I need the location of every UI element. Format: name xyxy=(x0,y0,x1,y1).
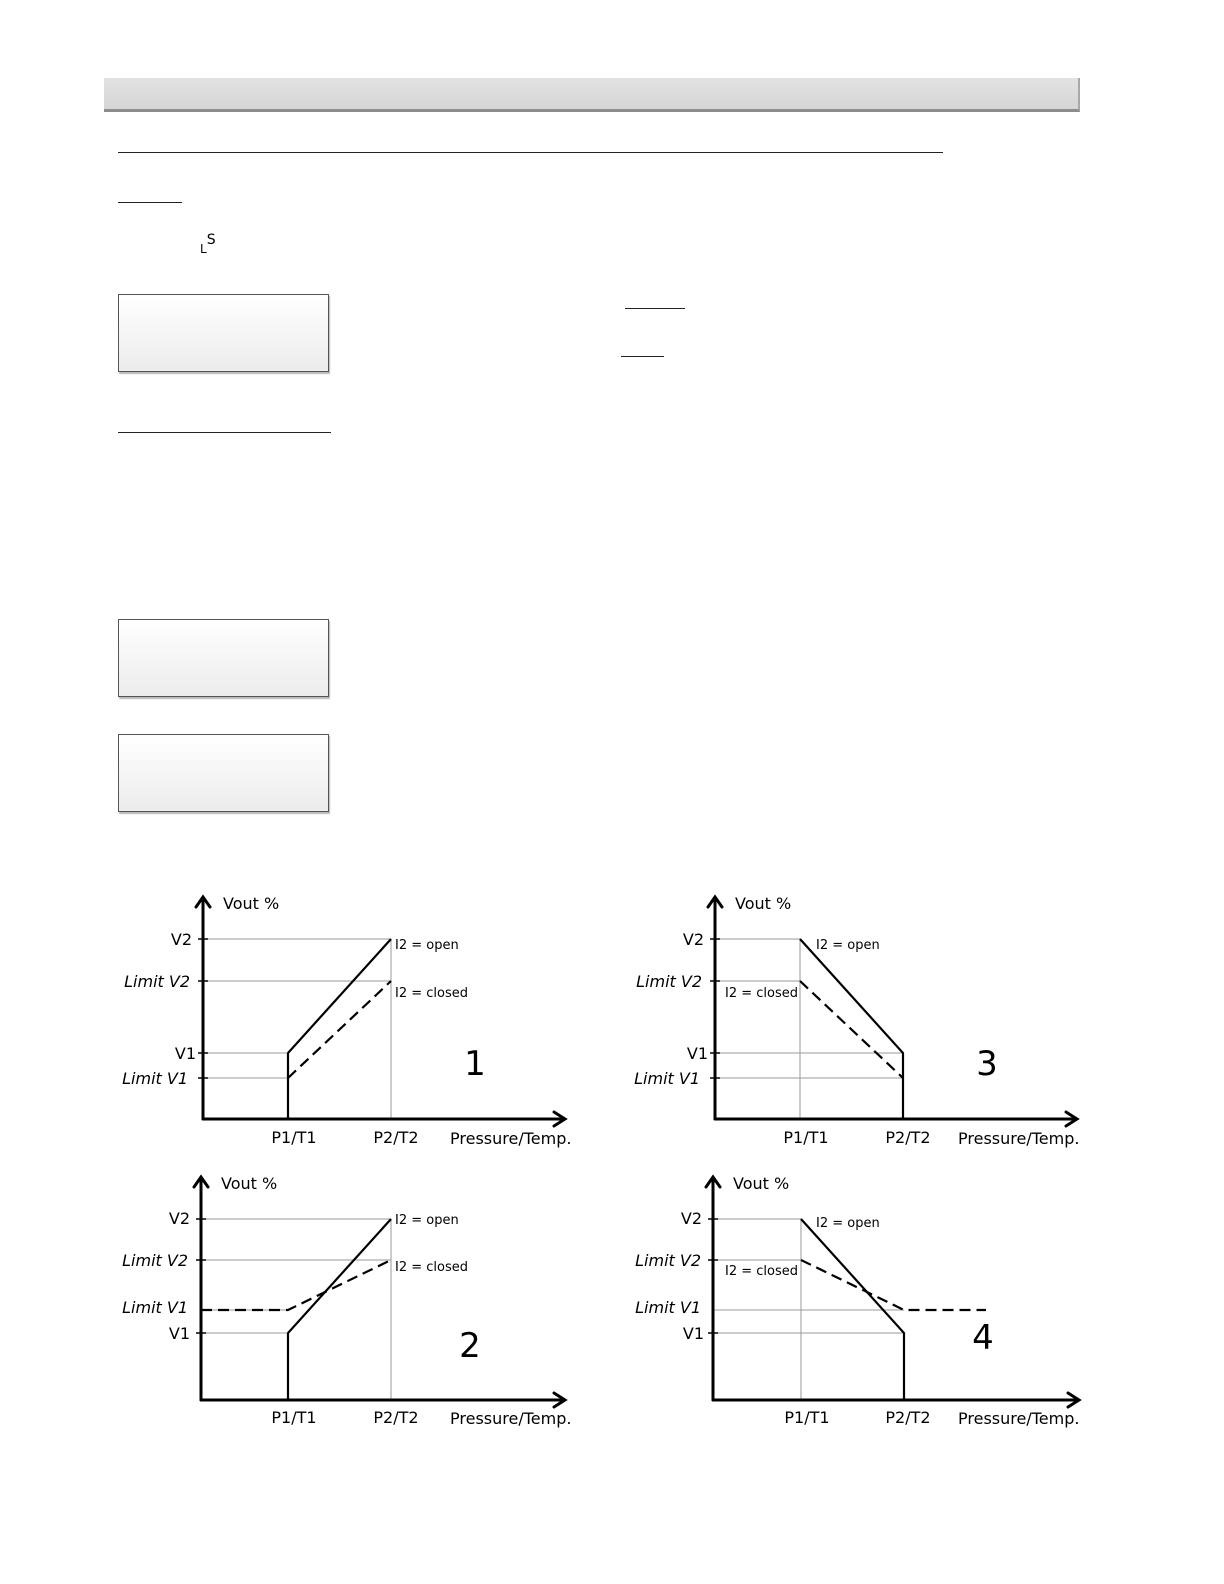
chart-4-y-axis-label: Vout % xyxy=(733,1174,790,1193)
right-underline-2 xyxy=(621,356,664,357)
chart-2-ytick-v2: V2 xyxy=(168,1209,190,1228)
chart-1-x-axis-label: Pressure/Temp. xyxy=(450,1129,572,1148)
header-bar xyxy=(104,78,1080,112)
chart-3-label-open: I2 = open xyxy=(816,938,880,953)
chart-1-axes xyxy=(196,897,565,1126)
chart-3 xyxy=(622,885,1102,1160)
display-box-2 xyxy=(118,619,329,697)
chart-4-xtick-p2t2: P2/T2 xyxy=(885,1408,931,1427)
chart-1-label-open: I2 = open xyxy=(395,938,459,953)
chart-3-x-axis-label: Pressure/Temp. xyxy=(958,1129,1080,1148)
chart-2-label-open: I2 = open xyxy=(395,1213,459,1228)
chart-4-ytick-v2: V2 xyxy=(680,1209,702,1228)
chart-2-label-closed: I2 = closed xyxy=(395,1260,468,1275)
chart-4-label-closed: I2 = closed xyxy=(725,1264,798,1279)
chart-4-grid xyxy=(713,1219,904,1400)
chart-3-axes xyxy=(708,897,1077,1126)
chart-2-x-axis-label: Pressure/Temp. xyxy=(450,1409,572,1428)
chart-1 xyxy=(110,885,590,1160)
chart-2-number: 2 xyxy=(459,1326,481,1366)
chart-3-ytick-v1: V1 xyxy=(686,1044,708,1063)
chart-1-xtick-p2t2: P2/T2 xyxy=(373,1128,419,1147)
chart-4-number: 4 xyxy=(972,1318,994,1358)
right-underline-1 xyxy=(625,308,685,309)
chart-2-ytick-v1: V1 xyxy=(168,1324,190,1343)
chart-3-grid xyxy=(715,939,903,1119)
chart-4-label-open: I2 = open xyxy=(816,1216,880,1231)
chart-1-label-closed: I2 = closed xyxy=(395,986,468,1001)
chart-4-x-axis-label: Pressure/Temp. xyxy=(958,1409,1080,1428)
chart-2-y-axis-label: Vout % xyxy=(221,1174,278,1193)
chart-4-xtick-p1t1: P1/T1 xyxy=(784,1408,830,1427)
chart-2 xyxy=(108,1165,588,1440)
chart-2-series-closed xyxy=(201,1260,391,1310)
chart-1-ytick-limit-v1: Limit V1 xyxy=(122,1069,188,1088)
chart-2-series-open xyxy=(288,1219,391,1400)
chart-4-series-closed xyxy=(801,1260,986,1310)
chart-1-grid xyxy=(203,939,391,1119)
chart-1-y-axis-label: Vout % xyxy=(223,894,280,913)
chart-3-ytick-v2: V2 xyxy=(682,930,704,949)
section-underline xyxy=(118,202,182,203)
chart-3-xtick-p2t2: P2/T2 xyxy=(885,1128,931,1147)
chart-4-ytick-v1: V1 xyxy=(682,1324,704,1343)
chart-2-xtick-p1t1: P1/T1 xyxy=(271,1408,317,1427)
chart-2-ytick-limit-v2: Limit V2 xyxy=(122,1251,188,1270)
chart-3-number: 3 xyxy=(976,1044,998,1084)
chart-1-number: 1 xyxy=(464,1044,486,1084)
subsection-underline xyxy=(118,432,331,433)
chart-2-ytick-limit-v1: Limit V1 xyxy=(122,1298,188,1317)
title-underline xyxy=(118,152,943,153)
chart-1-ytick-v1: V1 xyxy=(174,1044,196,1063)
display-box-1 xyxy=(118,294,329,372)
ls-glyph: $_L^S$ xyxy=(200,232,216,256)
chart-1-xtick-p1t1: P1/T1 xyxy=(271,1128,317,1147)
chart-1-ytick-limit-v2: Limit V2 xyxy=(124,972,190,991)
chart-2-grid xyxy=(201,1219,391,1400)
chart-3-xtick-p1t1: P1/T1 xyxy=(783,1128,829,1147)
chart-3-label-closed: I2 = closed xyxy=(725,986,798,1001)
chart-3-ytick-limit-v1: Limit V1 xyxy=(634,1069,700,1088)
chart-3-ytick-limit-v2: Limit V2 xyxy=(636,972,702,991)
chart-4-ytick-limit-v1: Limit V1 xyxy=(635,1298,701,1317)
display-box-3 xyxy=(118,734,329,812)
chart-4-ytick-limit-v2: Limit V2 xyxy=(635,1251,701,1270)
chart-4 xyxy=(620,1165,1100,1440)
chart-4-axes xyxy=(706,1177,1079,1407)
chart-1-ytick-v2: V2 xyxy=(170,930,192,949)
chart-3-y-axis-label: Vout % xyxy=(735,894,792,913)
chart-2-axes xyxy=(194,1177,565,1407)
chart-2-xtick-p2t2: P2/T2 xyxy=(373,1408,419,1427)
